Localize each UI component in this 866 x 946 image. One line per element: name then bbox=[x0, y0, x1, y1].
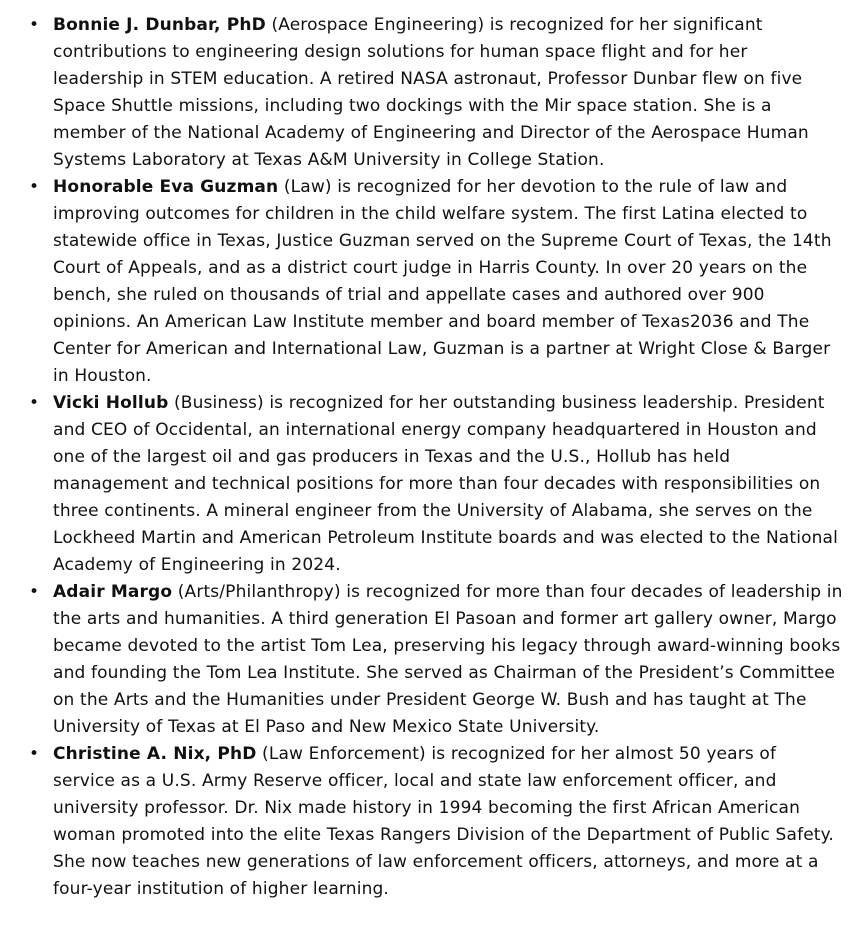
list-item bbox=[29, 174, 843, 390]
bullet-icon: • bbox=[29, 582, 40, 602]
list-item bbox=[29, 12, 843, 174]
honoree-description: is recognized for her devotion to the rule of law and improving outcomes for children in the child welfare system. The first Latina elected to statewide office in Texas, Justice Guzman served on the Supreme Court of Texas, the 14th Court of Appeals, and as a district court judge in Harris County. In over 20 years on the bench, she ruled on thousands of trial and appellate cases and authored over 900 opinions. An American Law Institute member and board member of Texas2036 and The Center for American and International Law, Guzman is a partner at Wright Close & Barger in Houston. bbox=[53, 177, 832, 386]
honoree-category: (Law Enforcement) bbox=[262, 744, 426, 764]
list-item bbox=[29, 579, 843, 741]
honoree-category: (Business) bbox=[174, 393, 264, 413]
list-item bbox=[29, 741, 843, 903]
honoree-category: (Aerospace Engineering) bbox=[271, 15, 485, 35]
honoree-category: (Law) bbox=[283, 177, 332, 197]
honoree-name: Adair Margo bbox=[53, 582, 173, 602]
honoree-category: (Arts/Philanthropy) bbox=[177, 582, 341, 602]
honoree-description: is recognized for her almost 50 years of service as a U.S. Army Reserve officer, local and state law enforcement officer, and university professor. Dr. Nix made history in 1994 becoming the first African American woman promoted into the elite Texas Rangers Division of the Department of Public Safety. She now teaches new generations of law enforcement officers, attorneys, and more at a four-year institution of higher learning. bbox=[53, 744, 834, 899]
bullet-icon: • bbox=[29, 393, 40, 413]
bullet-icon: • bbox=[29, 744, 40, 764]
honorees-list bbox=[0, 12, 843, 903]
honoree-name: Christine A. Nix, PhD bbox=[53, 744, 257, 764]
honoree-name: Vicki Hollub bbox=[53, 393, 169, 413]
honoree-description: is recognized for more than four decades of leadership in the arts and humanities. A third generation El Pasoan and former art gallery owner, Margo became devoted to the artist Tom Lea, preserving his legacy through award-winning books and founding the Tom Lea Institute. She served as Chairman of the President’s Committee on the Arts and the Humanities under President George W. Bush and has taught at The University of Texas at El Paso and New Mexico State University. bbox=[53, 582, 843, 737]
bullet-icon: • bbox=[29, 15, 40, 35]
bullet-icon: • bbox=[29, 177, 40, 197]
honoree-description: is recognized for her significant contributions to engineering design solutions for human space flight and for her leadership in STEM education. A retired NASA astronaut, Professor Dunbar flew on five Space Shuttle missions, including two dockings with the Mir space station. She is a member of the National Academy of Engineering and Director of the Aerospace Human Systems Laboratory at Texas A&M University in College Station. bbox=[53, 15, 809, 170]
honoree-name: Honorable Eva Guzman bbox=[53, 177, 279, 197]
honoree-name: Bonnie J. Dunbar, PhD bbox=[53, 15, 266, 35]
list-item bbox=[29, 390, 843, 579]
honoree-description: is recognized for her outstanding business leadership. President and CEO of Occidental, an international energy company headquartered in Houston and one of the largest oil and gas producers in Texas and the U.S., Hollub has held management and technical positions for more than four decades with responsibilities on three continents. A mineral engineer from the University of Alabama, she serves on the Lockheed Martin and American Petroleum Institute boards and was elected to the National Academy of Engineering in 2024. bbox=[53, 393, 838, 575]
